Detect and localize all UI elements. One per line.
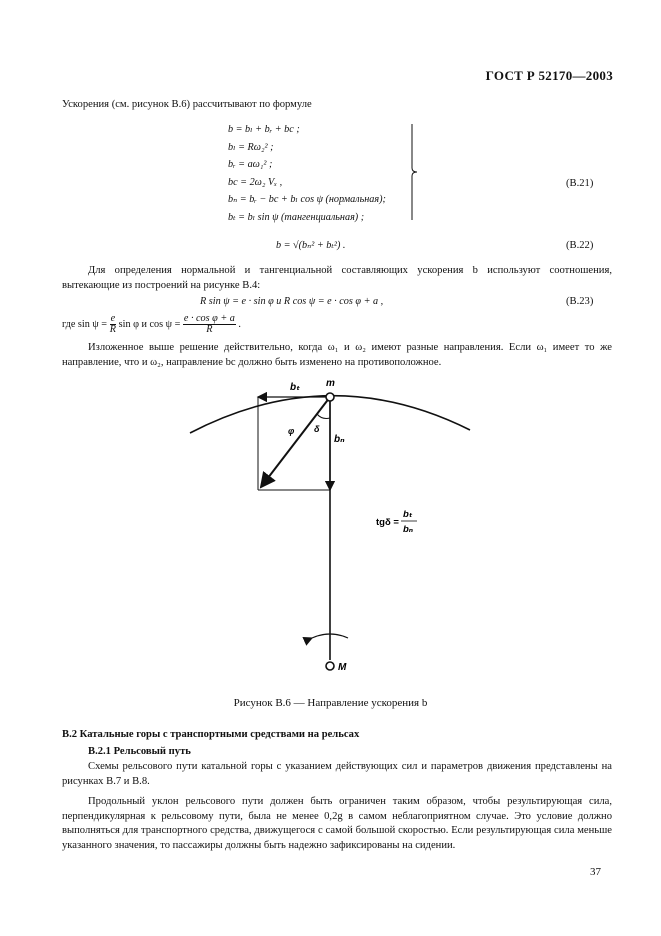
point-m-top: [326, 393, 334, 401]
fraction-numerator: e · cos φ + a: [183, 313, 235, 324]
tg-formula-numerator: bₜ: [403, 509, 413, 520]
section-title-b21: В.2.1 Рельсовый путь: [88, 746, 191, 757]
fraction-denominator: R: [109, 324, 116, 335]
equation-number: (В.22): [566, 240, 594, 251]
page-number: 37: [590, 866, 601, 878]
label-m-top: m: [326, 378, 335, 389]
equation-system: [228, 124, 428, 229]
equation-number: (В.21): [566, 178, 594, 189]
label-bn: bₙ: [334, 434, 345, 445]
intro-paragraph: Ускорения (см. рисунок В.6) рассчитывают по формуле: [62, 99, 312, 110]
equation-b23: R sin ψ = e · sin φ и R cos ψ = e · cos φ + a ,: [200, 296, 384, 307]
point-m-bottom: [326, 662, 334, 670]
document-header: ГОСТ Р 52170—2003: [485, 68, 613, 83]
paragraph-schemes: Схемы рельсового пути катальной горы с указанием действующих сил и параметров движения представлены на рисунках В.7 и В.8.: [62, 761, 612, 787]
fraction-denominator: R: [206, 324, 213, 335]
paragraph-slope: Продольный уклон рельсового пути должен быть ограничен таким образом, чтобы результирующая сила, перпендикулярная к рельсовому пути, была не менее 0,2g в самом неблагоприятном случае. Это условие должно выполняться для транспортного средства, движущегося с самой большой скоростью. Если результирующая сила меньше указанного значения, то пассажиры должны быть надежно зафиксированы на сидении.: [62, 796, 612, 851]
fraction-cos-over-r: [183, 314, 236, 335]
where-suffix: .: [238, 318, 241, 330]
where-middle: sin φ и cos ψ =: [118, 318, 181, 330]
where-prefix: где sin ψ =: [62, 318, 108, 330]
resulting-acceleration-arrow: [261, 397, 330, 487]
equation-line: b = bₗ + bᵣ + bc ;: [228, 124, 300, 135]
label-m-bottom: M: [338, 662, 347, 673]
tg-formula-denominator: bₙ: [403, 524, 414, 535]
label-bt: bₜ: [290, 382, 300, 393]
equation-line: bₗ = Rω₂² ;: [228, 141, 274, 153]
equation-line: bₜ = bₗ sin ψ (тангенциальная) ;: [228, 211, 365, 223]
fraction-e-over-r: [110, 314, 117, 335]
tg-formula-left: tgδ =: [376, 517, 399, 528]
figure-b6: [0, 370, 661, 690]
where-clause: [62, 314, 241, 335]
section-title-b2: В.2 Катальные горы с транспортными средствами на рельсах: [62, 729, 360, 740]
equation-number: (В.23): [566, 296, 594, 307]
paragraph-solution: Изложенное выше решение действительно, когда ω₁ и ω₂ имеют разные направления. Если ω₁ имеет то же направление, что и ω₂, направление bc должно быть изменено на противоположное.: [62, 342, 612, 368]
paragraph-determine: Для определения нормальной и тангенциальной составляющих ускорения b используют соотношения, вытекающие из построений на рисунке В.4:: [62, 265, 612, 291]
equation-line: bᵣ = aω₁² ;: [228, 159, 273, 170]
delta-angle-arc: [317, 414, 330, 419]
equation-line: bₙ = bᵣ − bc + bₗ cos ψ (нормальная);: [228, 194, 386, 205]
fraction-numerator: e: [110, 313, 116, 324]
figure-caption: Рисунок В.6 — Направление ускорения b: [233, 697, 428, 709]
system-brace: [408, 122, 422, 222]
label-phi: φ: [288, 426, 295, 436]
label-delta: δ: [314, 424, 320, 434]
equation-line: bc = 2ω₂ Vₓ ,: [228, 176, 283, 188]
equation-b22: b = √(bₙ² + bₜ²) .: [276, 240, 346, 251]
